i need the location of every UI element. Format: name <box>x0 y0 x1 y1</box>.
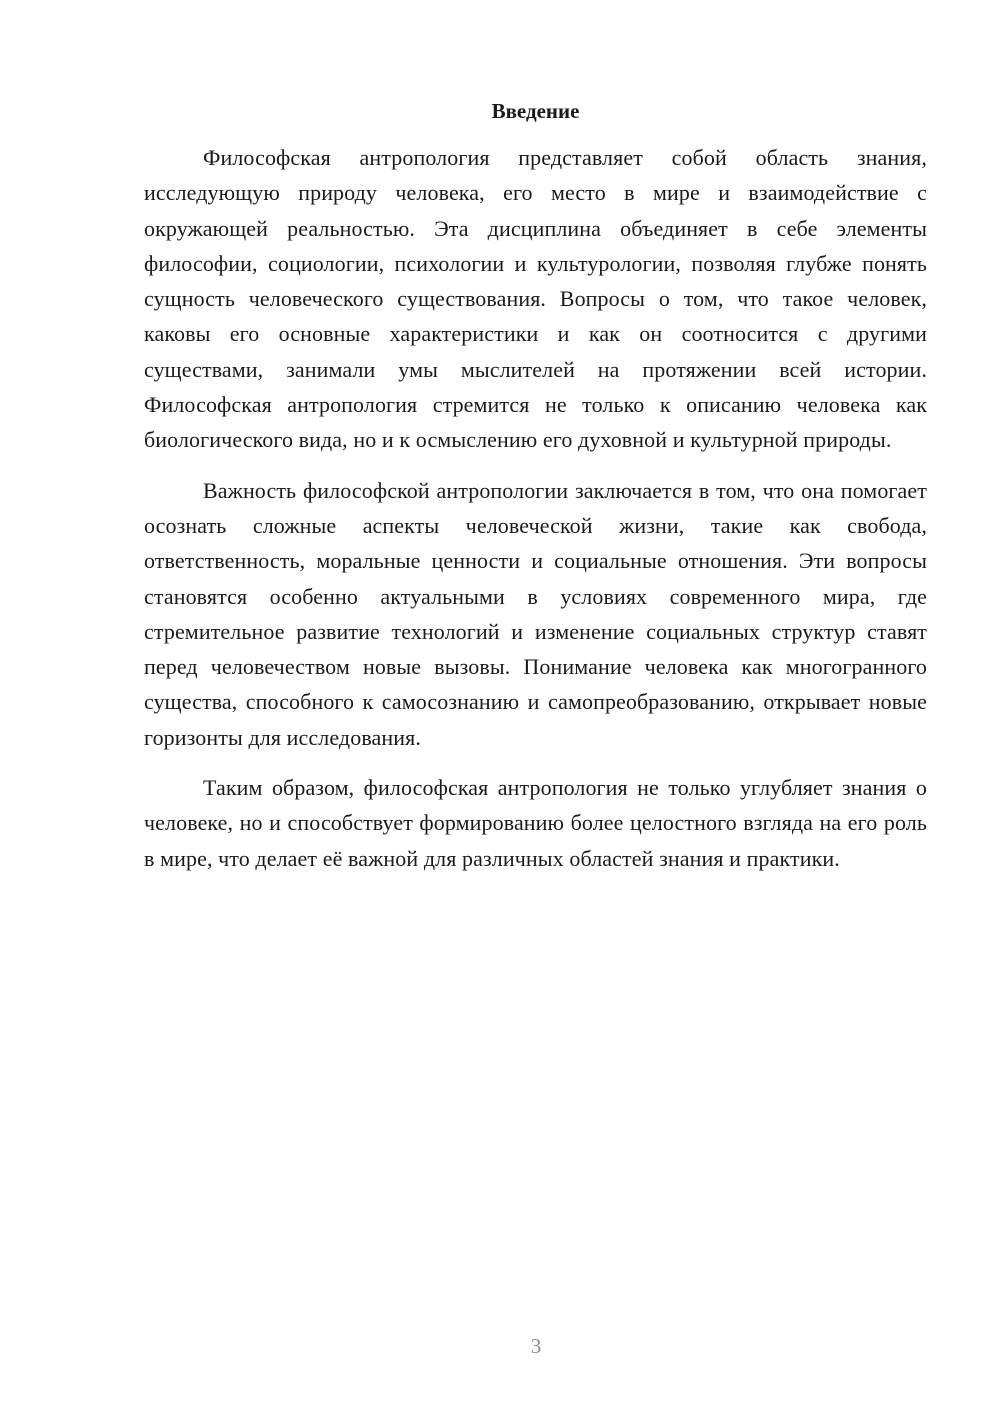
paragraph-1: Философская антропология представляет собой область знания, исследующую природу человека, его место в мире и взаимодействие с окружающей реальностью. Эта дисциплина объединяет в себе элементы философии, социологии, психологии и культурологии, позволяя глубже понять сущность человеческого существования. Вопросы о том, что такое человек, каковы его основные характеристики и как он соотносится с другими существами, занимали умы мыслителей на протяжении всей истории. Философская антропология стремится не только к описанию человека как биологического вида, но и к осмыслению его духовной и культурной природы. <box>144 145 927 453</box>
section-heading: Введение <box>491 99 580 123</box>
page-number: 3 <box>530 1334 542 1358</box>
page-content <box>144 96 927 891</box>
paragraph-2: Важность философской антропологии заключается в том, что она помогает осознать сложные аспекты человеческой жизни, такие как свобода, ответственность, моральные ценности и социальные отношения. Эти вопросы становятся особенно актуальными в условиях современного мира, где стремительное развитие технологий и изменение социальных структур ставят перед человечеством новые вызовы. Понимание человека как многогранного существа, способного к самосознанию и самопреобразованию, открывает новые горизонты для исследования. <box>144 477 927 750</box>
paragraph-3: Таким образом, философская антропология не только углубляет знания о человеке, но и способствует формированию более целостного взгляда на его роль в мире, что делает её важной для различных областей знания и практики. <box>144 775 927 871</box>
